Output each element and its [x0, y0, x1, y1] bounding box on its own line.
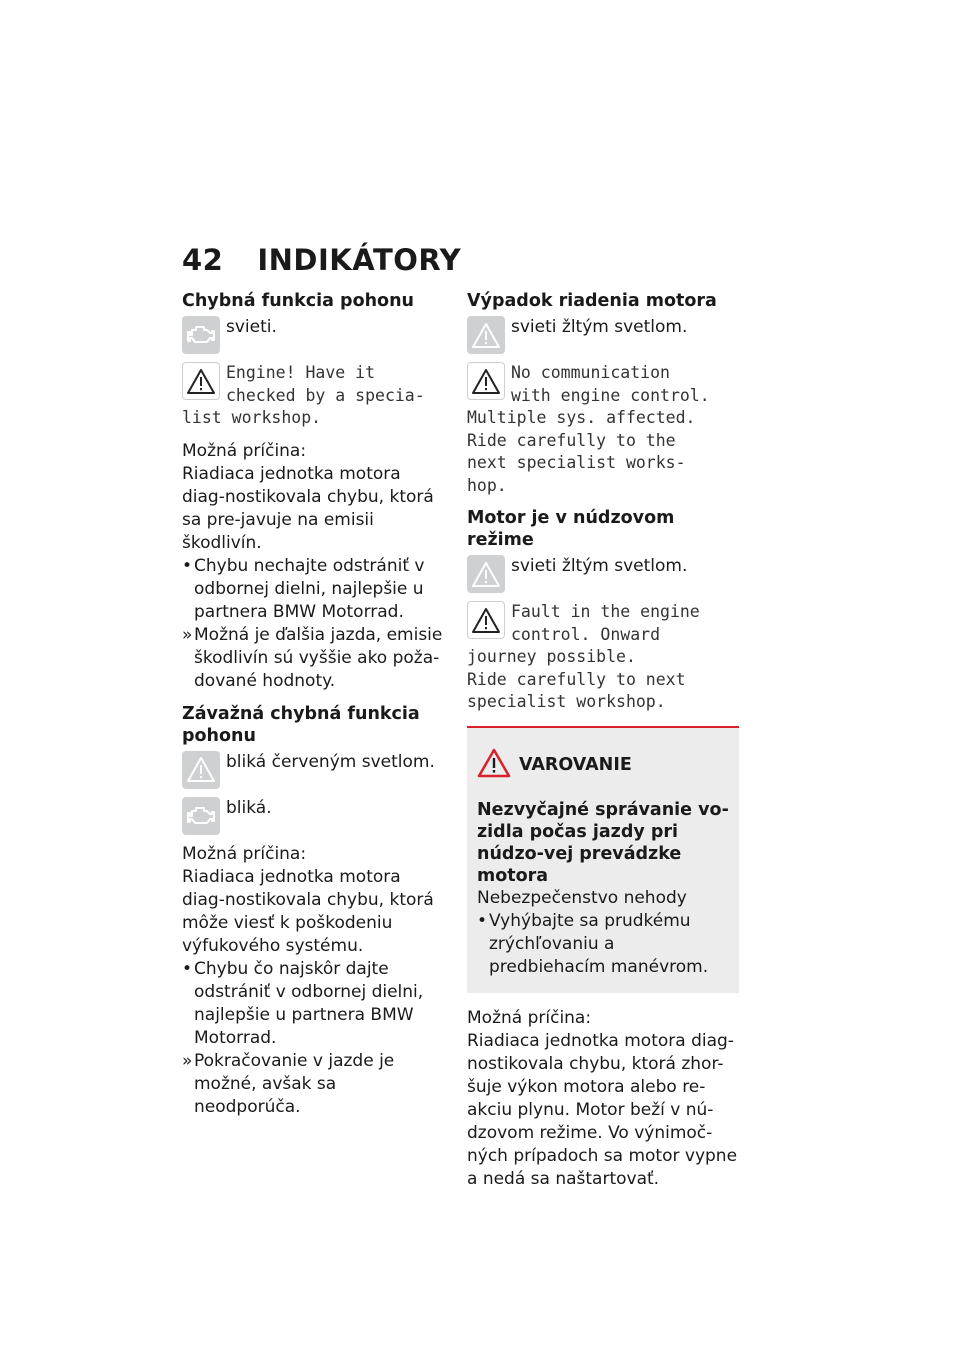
- action-list: [182, 555, 444, 693]
- list-item: » Možná je ďalšia jazda, emisie škodlivín sú vyššie ako poža-dované hodnoty.: [182, 624, 443, 691]
- message-line: No communication: [511, 363, 670, 382]
- cause-text: Riadiaca jednotka motora diag-nostikovala chybu, ktorá zhor-šuje výkon motora alebo re-akciu plynu. Motor beží v nú-dzovom režime. Vo výnimoč-ných prípadoch sa motor vypne a nedá sa naštartovať.: [467, 1030, 738, 1189]
- warning-triangle-icon: [467, 316, 505, 354]
- warning-triangle-icon: [467, 601, 505, 639]
- warning-box: [467, 726, 739, 993]
- section-heading: Závažná chybná funkcia pohonu: [182, 703, 420, 746]
- indicator-row: [182, 751, 444, 789]
- section-heading: Chybná funkcia pohonu: [182, 291, 414, 311]
- action-list: [182, 958, 444, 1119]
- result-marker: »: [182, 1050, 193, 1071]
- bullet-marker: •: [182, 958, 193, 979]
- display-message: [182, 362, 444, 430]
- right-column: [467, 290, 739, 1191]
- cause-text: Riadiaca jednotka motora diag-nostikovala chybu, ktorá môže viesť k poškodeniu výfukového systému.: [182, 866, 434, 956]
- indicator-status: bliká červeným svetlom.: [226, 751, 435, 772]
- message-line: Ride carefully to next: [467, 669, 686, 689]
- indicator-row: [467, 555, 739, 593]
- bullet-marker: •: [477, 910, 488, 931]
- message-line: next specialist works-: [467, 453, 686, 472]
- message-line: Multiple sys. affected.: [467, 408, 696, 427]
- warning-triangle-icon: [182, 362, 220, 400]
- warning-triangle-icon: [477, 748, 511, 783]
- indicator-status: svieti žltým svetlom.: [511, 556, 688, 576]
- display-message: [467, 362, 739, 497]
- warning-heading: Nezvyčajné správanie vo-zidla počas jazdy pri núdzo-vej prevádzke motora: [477, 799, 729, 886]
- indicator-status: svieti.: [226, 317, 277, 337]
- left-column: [182, 290, 444, 1119]
- warning-title: [477, 748, 729, 783]
- section-heading: Výpadok riadenia motora: [467, 291, 717, 311]
- cause-text: Riadiaca jednotka motora diag-nostikovala chybu, ktorá sa pre-javuje na emisii škodlivín.: [182, 463, 434, 553]
- message-line: Engine! Have it: [226, 363, 376, 382]
- warning-label: VAROVANIE: [519, 755, 632, 775]
- message-line: specialist workshop.: [467, 692, 666, 711]
- warning-triangle-icon: [467, 555, 505, 593]
- warning-triangle-icon: [467, 362, 505, 400]
- engine-icon: [182, 797, 220, 835]
- message-line: list workshop.: [182, 408, 322, 427]
- list-item: • Vyhýbajte sa prudkému zrýchľovaniu a predbiehacím manévrom.: [477, 910, 709, 977]
- warning-list: [477, 910, 729, 979]
- list-item: • Chybu nechajte odstrániť v odbornej dielni, najlepšie u partnera BMW Motorrad.: [182, 555, 425, 622]
- message-line: hop.: [467, 475, 507, 495]
- list-item: » Pokračovanie v jazde je možné, avšak sa neodporúča.: [182, 1050, 395, 1117]
- cause-label: Možná príčina:: [182, 843, 307, 864]
- cause-label: Možná príčina:: [467, 1007, 592, 1028]
- indicator-status: svieti žltým svetlom.: [511, 317, 688, 337]
- indicator-row: [182, 797, 444, 835]
- indicator-row: [182, 316, 444, 354]
- bullet-marker: •: [182, 555, 193, 576]
- message-line: Fault in the engine: [511, 602, 700, 621]
- section-heading: Motor je v núdzovom režime: [467, 508, 675, 550]
- message-line: control. Onward: [511, 624, 661, 644]
- warning-triangle-icon: [182, 751, 220, 789]
- warning-text: Nebezpečenstvo nehody: [477, 887, 687, 908]
- engine-icon: [182, 316, 220, 354]
- result-marker: »: [182, 624, 193, 645]
- page-header: [182, 243, 461, 277]
- indicator-row: [467, 316, 739, 354]
- message-line: Ride carefully to the: [467, 430, 676, 450]
- page-number: 42: [182, 243, 224, 277]
- display-message: [467, 601, 739, 714]
- indicator-status: bliká.: [226, 797, 272, 818]
- list-item: • Chybu čo najskôr dajte odstrániť v odbornej dielni, najlepšie u partnera BMW Motorrad.: [182, 958, 424, 1048]
- message-line: with engine control.: [511, 385, 710, 405]
- page-title: INDIKÁTORY: [257, 243, 462, 277]
- message-line: checked by a specia-: [226, 385, 425, 405]
- cause-label: Možná príčina:: [182, 440, 307, 461]
- message-line: journey possible.: [467, 647, 636, 666]
